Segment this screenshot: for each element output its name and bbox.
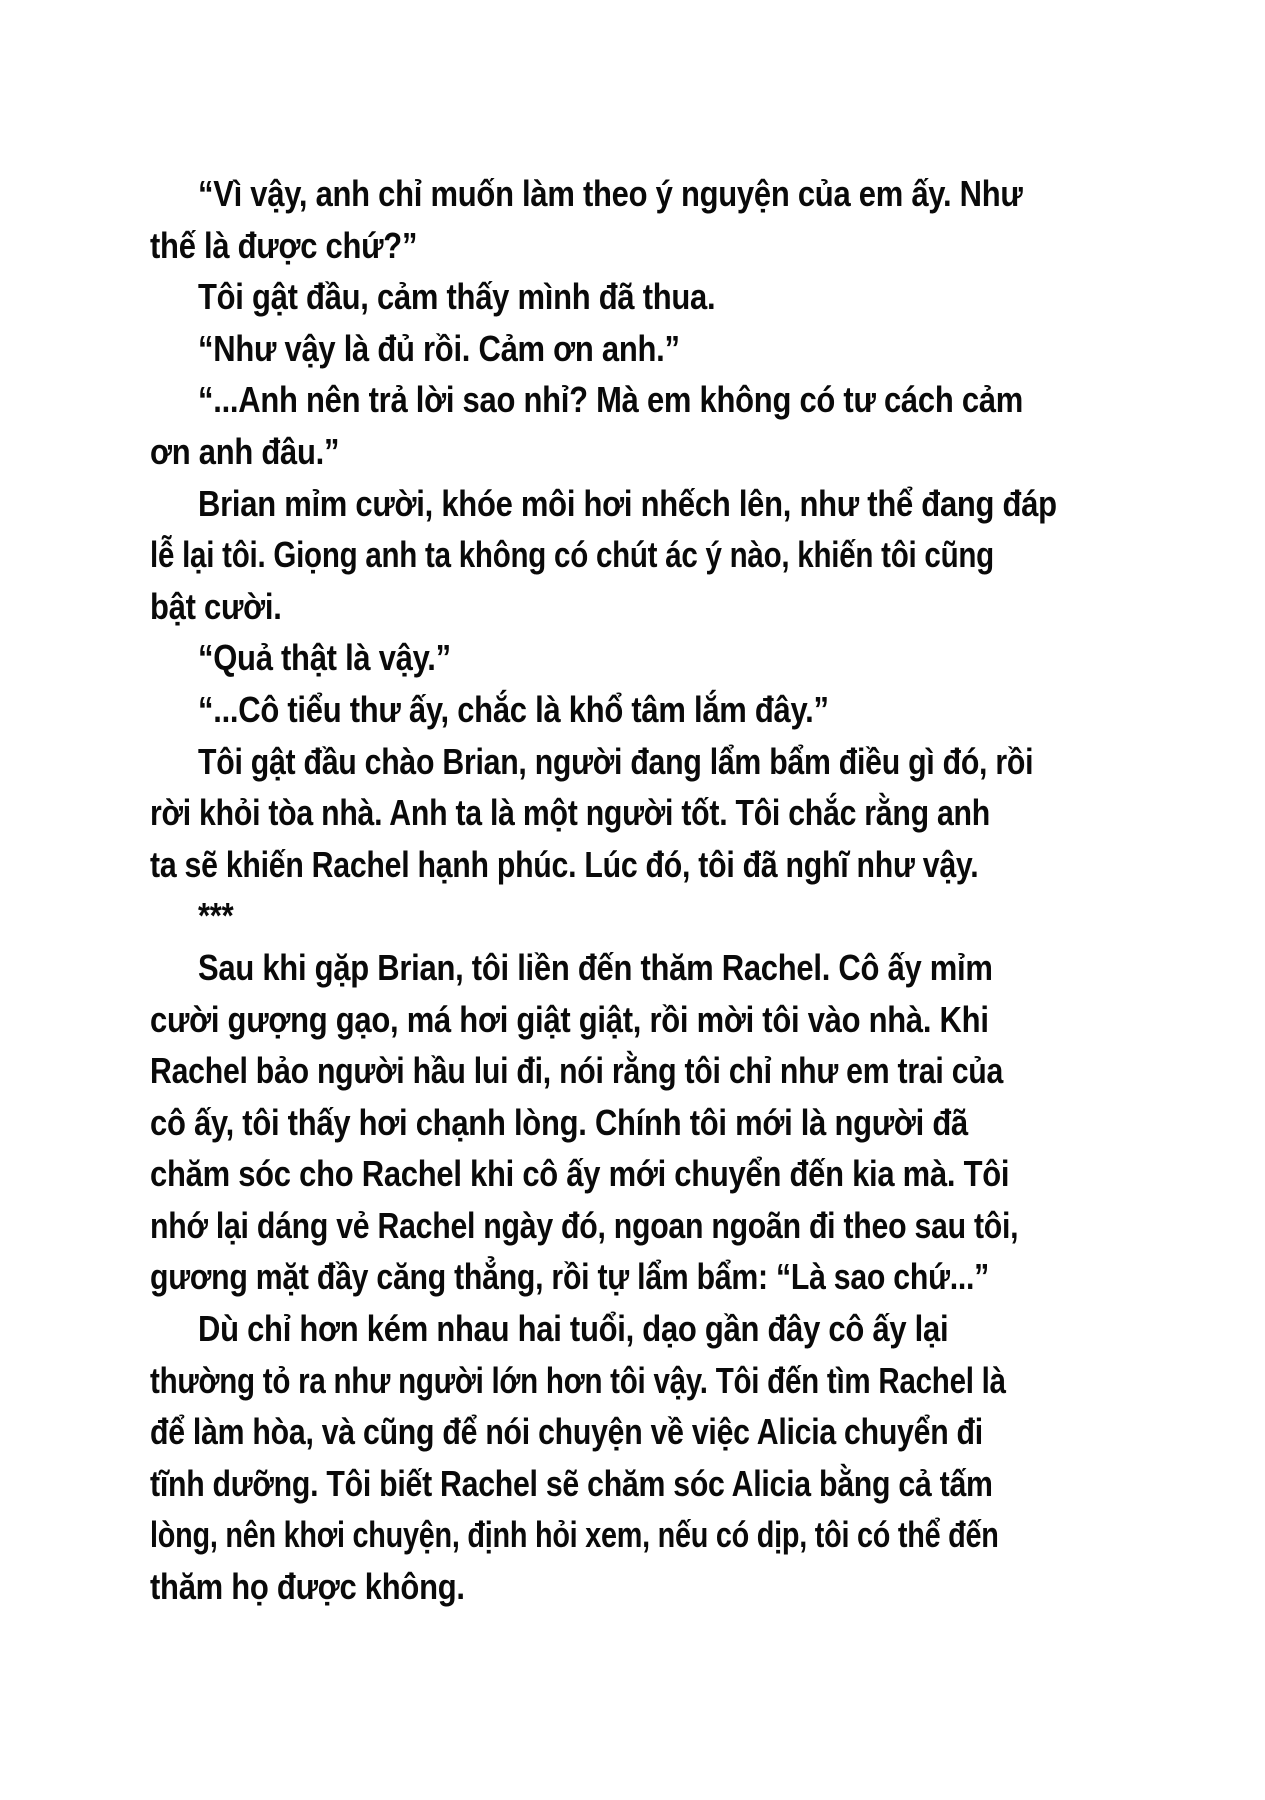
body-text: [150, 168, 1110, 1613]
text-line: thế là được chứ?”: [150, 224, 418, 266]
text-line: bật cười.: [150, 585, 282, 627]
text-line: “Như vậy là đủ rồi. Cảm ơn anh.”: [198, 327, 680, 369]
text-line: thăm họ được không.: [150, 1566, 465, 1608]
text-line: tĩnh dưỡng. Tôi biết Rachel sẽ chăm sóc Alicia bằng cả tấm: [150, 1462, 993, 1504]
text-line: ta sẽ khiến Rachel hạnh phúc. Lúc đó, tôi đã nghĩ như vậy.: [150, 843, 979, 885]
text-line: Rachel bảo người hầu lui đi, nói rằng tôi chỉ như em trai của: [150, 1050, 1004, 1092]
text-line: Tôi gật đầu, cảm thấy mình đã thua.: [198, 276, 716, 318]
text-line: lòng, nên khơi chuyện, định hỏi xem, nếu có dịp, tôi có thể đến: [150, 1514, 999, 1556]
text-line: chăm sóc cho Rachel khi cô ấy mới chuyển đến kia mà. Tôi: [150, 1153, 1010, 1195]
text-line: cô ấy, tôi thấy hơi chạnh lòng. Chính tôi mới là người đã: [150, 1101, 968, 1143]
text-line: “...Anh nên trả lời sao nhỉ? Mà em không có tư cách cảm: [198, 379, 1024, 421]
text-line: rời khỏi tòa nhà. Anh ta là một người tốt. Tôi chắc rằng anh: [150, 792, 990, 834]
text-line: cười gượng gạo, má hơi giật giật, rồi mời tôi vào nhà. Khi: [150, 998, 989, 1040]
section-break: ***: [198, 895, 234, 937]
text-line: lễ lại tôi. Giọng anh ta không có chút ác ý nào, khiến tôi cũng: [150, 534, 994, 576]
text-line: để làm hòa, và cũng để nói chuyện về việc Alicia chuyển đi: [150, 1411, 983, 1453]
text-line: Sau khi gặp Brian, tôi liền đến thăm Rachel. Cô ấy mỉm: [198, 946, 993, 988]
text-line: thường tỏ ra như người lớn hơn tôi vậy. Tôi đến tìm Rachel là: [150, 1359, 1006, 1401]
text-line: “Quả thật là vậy.”: [198, 637, 451, 679]
text-line: “Vì vậy, anh chỉ muốn làm theo ý nguyện của em ấy. Như: [198, 173, 1023, 214]
text-line: Dù chỉ hơn kém nhau hai tuổi, dạo gần đây cô ấy lại: [198, 1308, 949, 1350]
text-line: ơn anh đâu.”: [150, 430, 340, 472]
text-line: nhớ lại dáng vẻ Rachel ngày đó, ngoan ngoãn đi theo sau tôi,: [150, 1204, 1019, 1246]
text-line: gương mặt đầy căng thẳng, rồi tự lẩm bẩm: “Là sao chứ...”: [150, 1256, 990, 1298]
text-line: “...Cô tiểu thư ấy, chắc là khổ tâm lắm đây.”: [198, 688, 829, 730]
text-line: Brian mỉm cười, khóe môi hơi nhếch lên, như thể đang đáp: [198, 482, 1057, 524]
text-line: Tôi gật đầu chào Brian, người đang lẩm bẩm điều gì đó, rồi: [198, 740, 1034, 782]
